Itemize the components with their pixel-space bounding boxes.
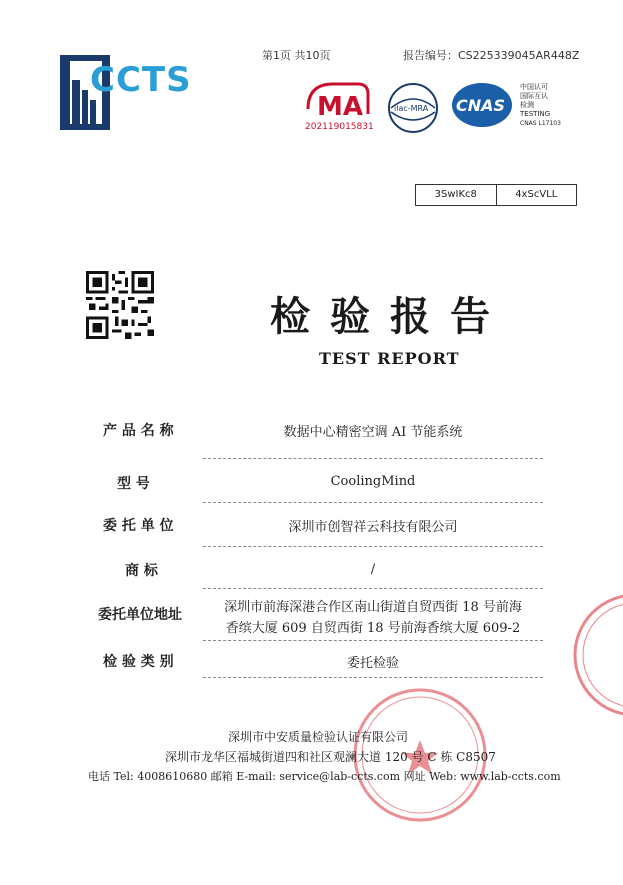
qr-code-icon[interactable]	[86, 271, 154, 339]
divider	[203, 502, 543, 503]
field-label-inspection-type: 检 验 类 别	[103, 654, 174, 670]
verification-codes	[415, 184, 577, 206]
cma-number: 202119015831	[305, 122, 374, 132]
field-label-client: 委 托 单 位	[103, 518, 174, 534]
field-value-address-line1: 深圳市前海深港合作区南山街道自贸西街 18 号前海	[224, 600, 522, 615]
divider	[203, 677, 543, 678]
field-value-client: 深圳市创智祥云科技有限公司	[288, 520, 458, 535]
field-value-trademark: /	[370, 562, 376, 577]
svg-text:CNAS L17103: CNAS L17103	[520, 120, 561, 127]
divider	[203, 458, 543, 459]
field-value-product: 数据中心精密空调 AI 节能系统	[283, 425, 463, 440]
svg-text:CNAS: CNAS	[456, 96, 506, 115]
field-label-trademark: 商 标	[125, 563, 158, 579]
svg-text:MA: MA	[317, 92, 363, 122]
report-number: 报告编号：CS225339045AR448Z	[403, 49, 580, 62]
partial-seal-icon	[570, 590, 623, 720]
lab-name: 深圳市中安质量检验认证有限公司	[228, 730, 409, 744]
lab-address: 深圳市龙华区福城街道四和社区观澜大道 120 号 C 栋 C8507	[165, 750, 496, 764]
divider	[203, 640, 543, 641]
report-title-en: TEST REPORT	[319, 349, 460, 368]
divider	[203, 546, 543, 547]
code-2: 4xScVLL	[515, 189, 558, 200]
logo-wordmark: CCTS	[90, 60, 192, 100]
lab-contact: 电话 Tel: 4008610680 邮箱 E-mail: service@lab-ccts.com 网址 Web: www.lab-ccts.com	[88, 770, 561, 783]
field-value-address-line2: 香缤大厦 609 自贸西街 18 号前海香缤大厦 609-2	[225, 621, 521, 636]
page-info: 第1页 共10页	[262, 49, 331, 62]
divider	[203, 588, 543, 589]
ilac-mra-icon	[383, 80, 443, 136]
report-title-cn: 检验报告	[270, 294, 510, 340]
svg-text:ilac-MRA: ilac-MRA	[394, 104, 429, 113]
cnas-mark-icon	[450, 80, 575, 130]
field-label-client-address: 委托单位地址	[98, 607, 182, 623]
field-value-model: CoolingMind	[330, 474, 416, 489]
svg-text:中国认可: 中国认可	[520, 83, 548, 91]
svg-text:检测: 检测	[520, 101, 534, 109]
field-label-model: 型 号	[117, 476, 150, 492]
field-value-inspection-type: 委托检验	[346, 656, 399, 671]
field-label-product: 产 品 名 称	[103, 423, 174, 439]
code-1: 3SwIKc8	[416, 185, 497, 205]
svg-text:TESTING: TESTING	[520, 110, 551, 118]
svg-text:国际互认: 国际互认	[520, 92, 548, 100]
